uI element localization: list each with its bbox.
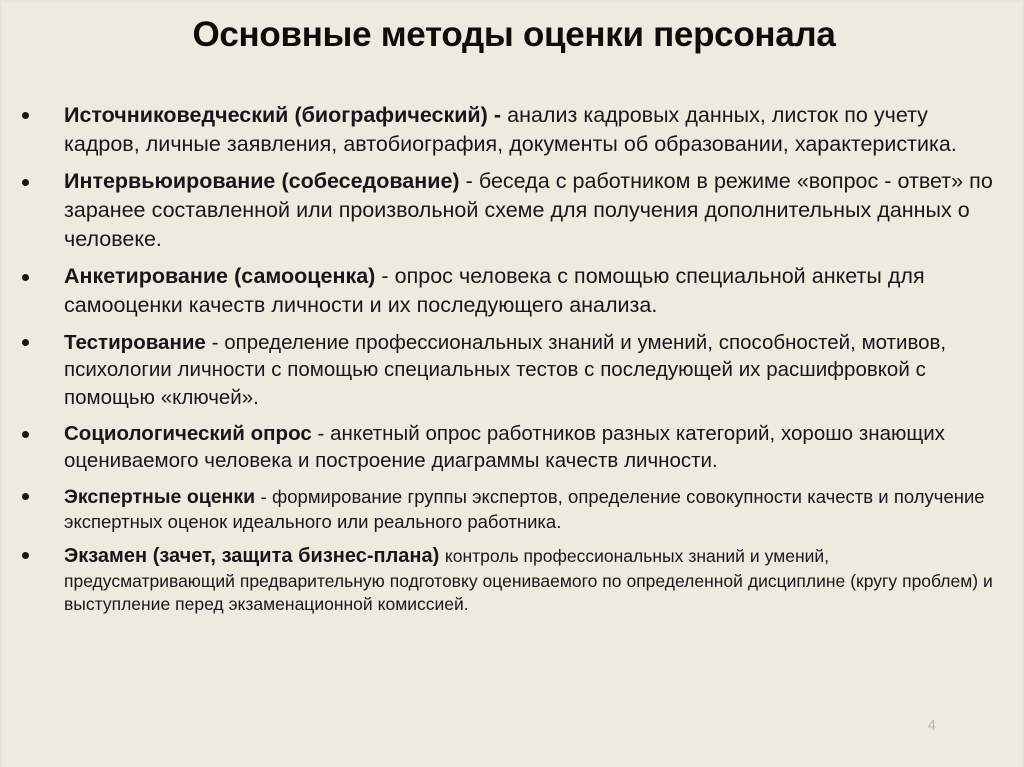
bullet-dot-icon: [22, 112, 29, 119]
methods-list: [2, 101, 1024, 626]
list-item-lead: Экзамен (зачет, защита бизнес-плана): [64, 545, 445, 568]
list-item-body: - беседа с работником в режиме «вопрос - ответ» по заранее составленной или произвольной схеме для получения дополнительных данных о человеке.: [64, 169, 993, 251]
page-title: Основные методы оценки персонала: [192, 15, 836, 54]
list-item: [2, 262, 1004, 319]
list-item-text: [64, 262, 1004, 319]
list-item-text: [64, 420, 1004, 475]
page-number: 4: [927, 717, 936, 734]
bullet-dot-icon: [22, 179, 29, 186]
list-item-text: [64, 484, 1004, 535]
list-item-lead: Социологический опрос: [64, 421, 318, 445]
list-item-body: - формирование группы экспертов, определение совокупности качеств и получение экспертных оценок идеального или реального работника.: [64, 485, 985, 532]
list-item-body: контроль профессиональных знаний и умений, предусматривающий предварительную подготовку оцениваемого по определенной дисциплине (кругу проблем) и выступление перед экзаменационной комиссией.: [64, 546, 993, 615]
list-item-lead: Анкетирование (самооценка): [64, 264, 382, 289]
list-item-lead: Интервьюирование (собеседование): [64, 169, 466, 194]
bullet-dot-icon: [22, 431, 29, 438]
bullet-dot-icon: [22, 552, 29, 559]
list-item-lead: Тестирование: [64, 330, 212, 354]
list-item: [2, 543, 1004, 616]
list-item-lead: Экспертные оценки: [64, 485, 261, 508]
list-item-text: [64, 167, 1004, 253]
bullet-dot-icon: [22, 493, 29, 500]
list-item-lead: Источниковедческий (биографический) -: [64, 103, 508, 127]
list-item: [2, 484, 1004, 535]
list-item-body: - определение профессиональных знаний и умений, способностей, мотивов, психологии личности с помощью специальных тестов с последующей их расшифровкой с помощью «ключей».: [64, 330, 947, 409]
list-item: [2, 101, 1004, 158]
list-item: [2, 420, 1004, 475]
list-item-body: - анкетный опрос работников разных категорий, хорошо знающих оцениваемого человека и построение диаграммы качеств личности.: [64, 421, 945, 473]
list-item: [2, 329, 1004, 411]
list-item-body: - опрос человека с помощью специальной анкеты для самооценки качеств личности и их последующего анализа.: [64, 264, 925, 318]
list-item-text: [64, 329, 1004, 411]
list-item-text: [64, 543, 1004, 616]
bullet-dot-icon: [22, 339, 29, 346]
list-item-text: [64, 101, 1004, 158]
bullet-dot-icon: [22, 274, 29, 281]
list-item-body: анализ кадровых данных, листок по учету кадров, личные заявления, автобиография, документы об образовании, характеристика.: [64, 103, 957, 156]
list-item: [2, 167, 1004, 253]
